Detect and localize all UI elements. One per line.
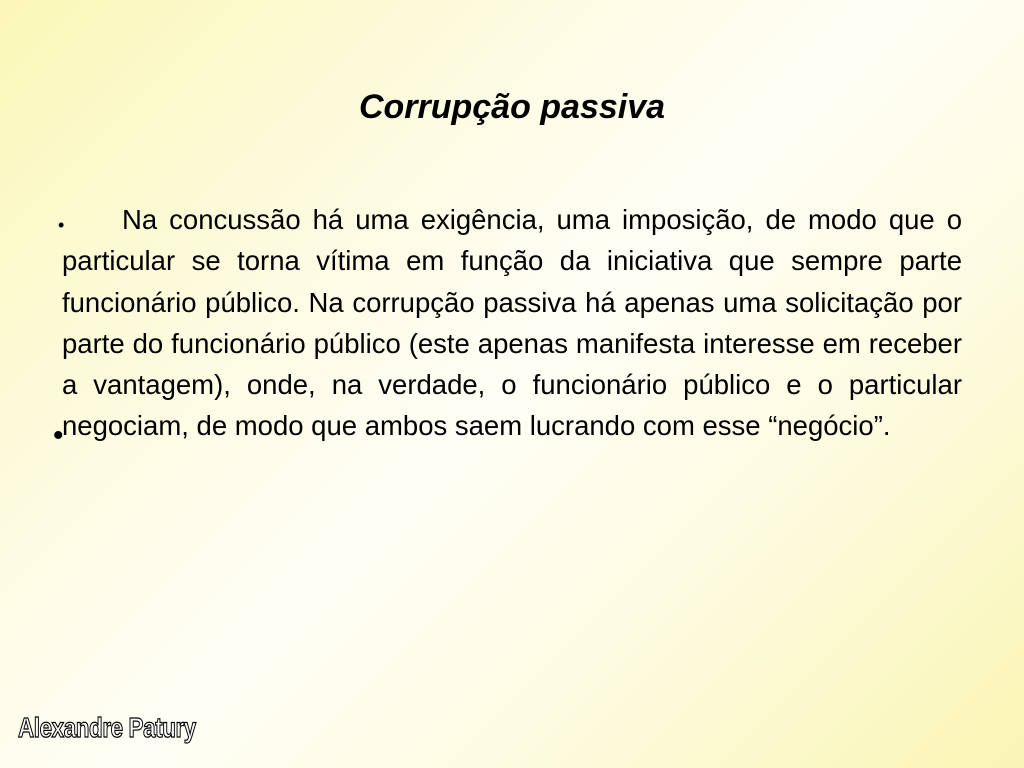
- bullet-marker-secondary: •: [53, 419, 64, 452]
- body-paragraph: Na concussão há uma exigência, uma imposição, de modo que o particular se torna vítima em função da iniciativa que sempre parte funcionário público. Na corrupção passiva há apenas uma solicitação por parte do funcionário público (este apenas manifesta interesse em receber a vantagem), onde, na verdade, o funcionário público e o particular negociam, de modo que ambos saem lucrando com esse “negócio”.: [62, 204, 962, 442]
- author-signature: Alexandre Patury: [18, 712, 196, 743]
- slide-title: Corrupção passiva: [358, 88, 666, 126]
- bullet-marker: •: [58, 215, 65, 235]
